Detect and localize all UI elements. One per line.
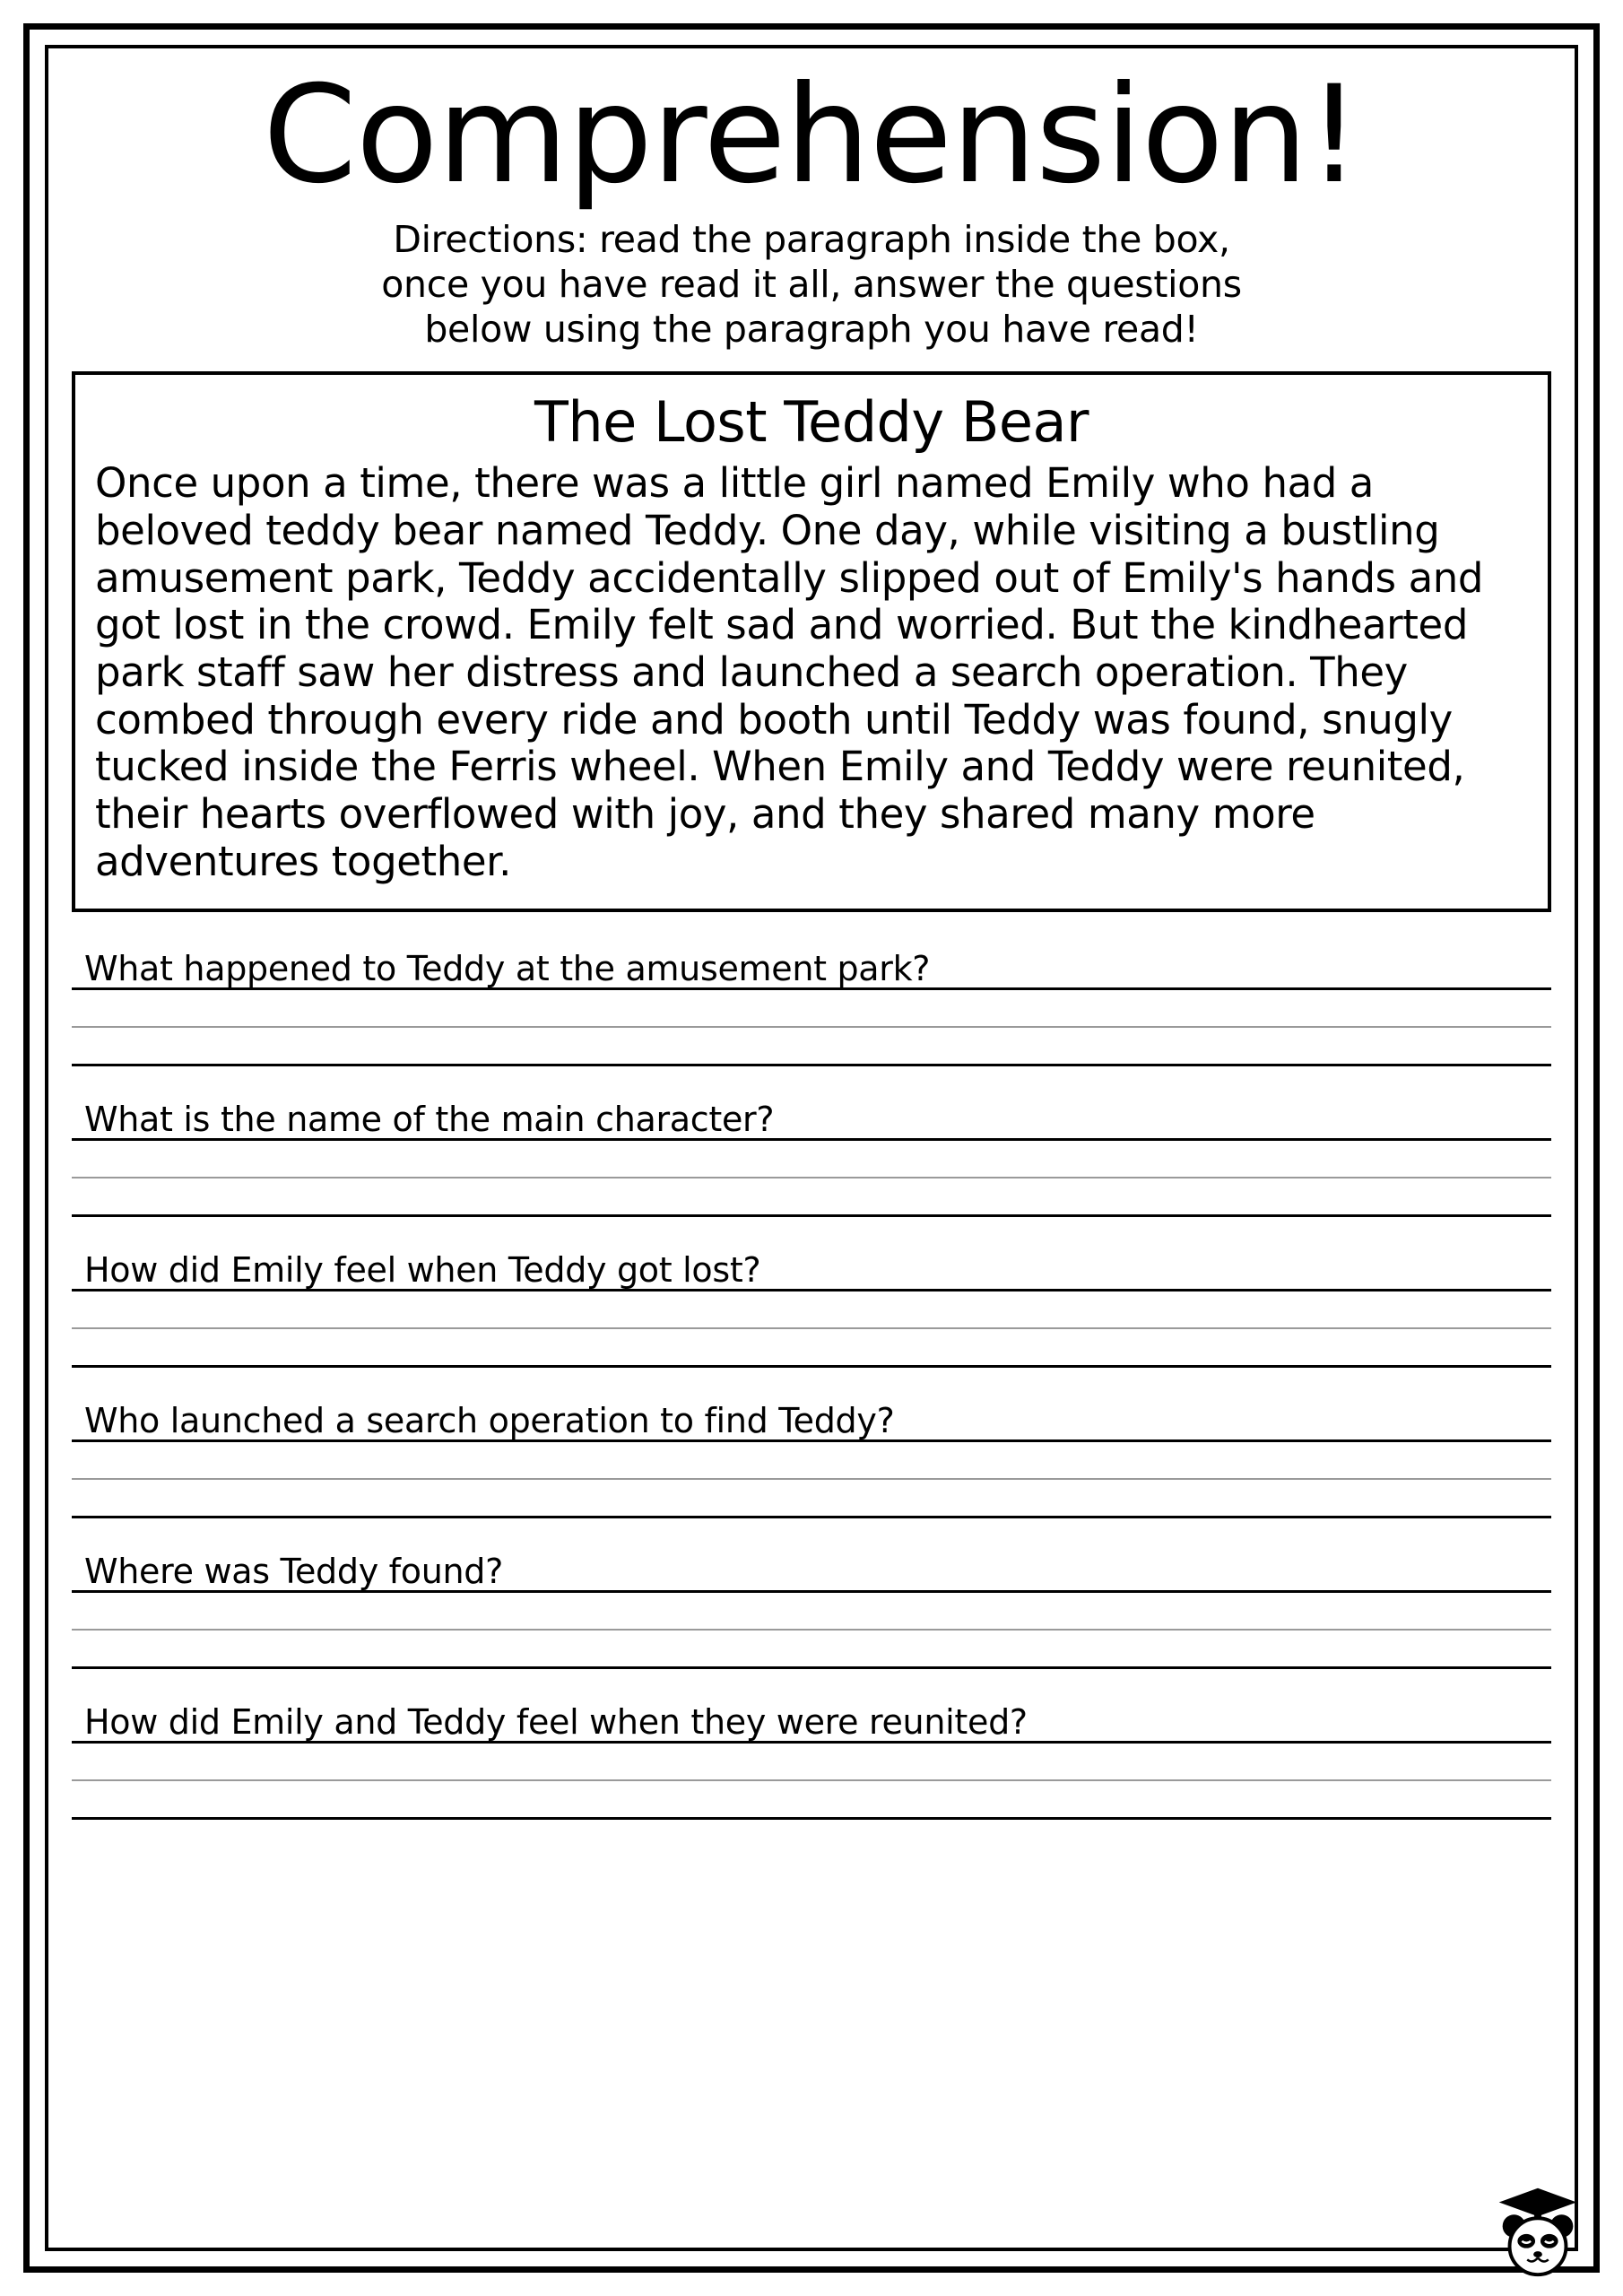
question-block [72, 1692, 1551, 1820]
directions-text [251, 217, 1372, 352]
answer-line[interactable] [72, 1329, 1551, 1368]
answer-line[interactable] [72, 1292, 1551, 1329]
passage-box [72, 371, 1551, 912]
question-text: How did Emily and Teddy feel when they were reunited? [84, 1702, 1028, 1743]
question-block [72, 1090, 1551, 1217]
question-text: Who launched a search operation to find Teddy? [84, 1401, 895, 1441]
answer-line[interactable] [72, 1442, 1551, 1480]
question-text: What happened to Teddy at the amusement park? [84, 949, 931, 989]
question-block [72, 1240, 1551, 1368]
question-line [72, 1090, 1551, 1141]
passage-text: Once upon a time, there was a little girl named Emily who had a beloved teddy bear named Teddy. One day, while visiting a bustling amusement park, Teddy accidentally slipped out of Emily's hands and got lost in the crowd. Emily felt sad and worried. But the kindhearted park staff saw her distress and launched a search operation. They combed through every ride and booth until Teddy was found, snugly tucked inside the Ferris wheel. When Emily and Teddy were reunited, their hearts overflowed with joy, and they shared many more adventures together. [95, 459, 1484, 885]
answer-line[interactable] [72, 1744, 1551, 1781]
question-line [72, 1692, 1551, 1744]
directions-line-1: Directions: read the paragraph inside the box, [393, 218, 1230, 261]
question-line [72, 939, 1551, 990]
directions-line-3: below using the paragraph you have read! [424, 308, 1199, 352]
answer-line[interactable] [72, 1141, 1551, 1178]
answer-line[interactable] [72, 1178, 1551, 1217]
answer-line[interactable] [72, 990, 1551, 1028]
worksheet-content [54, 52, 1569, 2244]
question-text: Where was Teddy found? [84, 1552, 503, 1592]
answer-line[interactable] [72, 1028, 1551, 1066]
question-block [72, 939, 1551, 1066]
question-block [72, 1542, 1551, 1669]
question-line [72, 1542, 1551, 1593]
passage-title: The Lost Teddy Bear [534, 389, 1089, 456]
page-title: Comprehension! [263, 57, 1360, 213]
answer-line[interactable] [72, 1631, 1551, 1669]
directions-line-2: once you have read it all, answer the questions [381, 263, 1242, 307]
question-text: How did Emily feel when Teddy got lost? [84, 1250, 761, 1291]
question-line [72, 1240, 1551, 1292]
answer-line[interactable] [72, 1593, 1551, 1631]
answer-line[interactable] [72, 1480, 1551, 1518]
question-line [72, 1391, 1551, 1442]
panda-graduate-icon [1485, 2178, 1591, 2283]
question-text: What is the name of the main character? [84, 1100, 775, 1140]
answer-line[interactable] [72, 1781, 1551, 1820]
questions-section [72, 939, 1551, 1820]
question-block [72, 1391, 1551, 1518]
